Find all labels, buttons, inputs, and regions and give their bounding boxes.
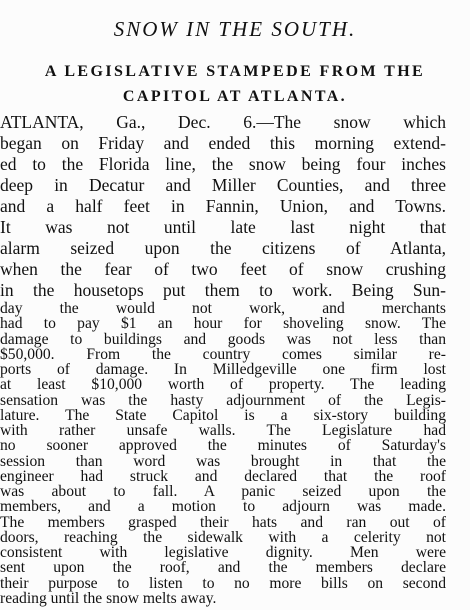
article-body-line: ATLANTA, Ga., Dec. 6.—The snow which — [0, 112, 446, 132]
article-body-line: It was not until late last night that — [0, 217, 446, 237]
article-body-line: reading until the snow melts away. — [0, 590, 217, 607]
article-body-line: with rather unsafe walls. The Legislature had — [0, 422, 446, 439]
article-body-line: began on Friday and ended this morning extend- — [0, 133, 446, 153]
article-subheadline-line-1: A LEGISLATIVE STAMPEDE FROM THE — [44, 63, 426, 80]
article-body-line: The members grasped their hats and ran out of — [0, 514, 446, 531]
article-body-line: was about to fall. A panic seized upon the — [0, 483, 446, 500]
article-body-line: and a half feet in Fannin, Union, and Towns. — [0, 196, 446, 216]
article-body-line: members, and a motion to adjourn was made. — [0, 498, 446, 515]
article-headline: SNOW IN THE SOUTH. — [113, 17, 357, 41]
article-body-line: had to pay $1 an hour for shoveling snow. The — [0, 315, 446, 332]
article-body-line: when the fear of two feet of snow crushing — [0, 259, 446, 279]
article-body-line: at least $10,000 worth of property. The leading — [0, 376, 446, 393]
article-body-line: their purpose to listen to no more bills on second — [0, 575, 446, 592]
article-body-line: deep in Decatur and Miller Counties, and three — [0, 175, 446, 195]
article-body-line: ports of damage. In Milledgeville one firm lost — [0, 361, 446, 378]
article-body-line: in the housetops put them to work. Being Sun- — [0, 280, 446, 300]
article-body-line: consistent with legislative dignity. Men were — [0, 544, 446, 561]
article-body-line: sensation was the hasty adjournment of the Legis- — [0, 392, 446, 409]
article-body-line: $50,000. From the country comes similar re- — [0, 346, 446, 363]
article-body-line: engineer had struck and declared that the roof — [0, 468, 446, 485]
article-body-line: session than word was brought in that the — [0, 453, 446, 470]
article-body-line: lature. The State Capitol is a six-story building — [0, 407, 446, 424]
article-body-line: damage to buildings and goods was not less than — [0, 331, 446, 348]
article-subheadline-line-2: CAPITOL AT ATLANTA. — [122, 88, 348, 105]
article-body-line: no sooner approved the minutes of Saturday's — [0, 437, 446, 454]
article-body-line: alarm seized upon the citizens of Atlanta, — [0, 238, 446, 258]
article-body-line: day the would not work, and merchants — [0, 300, 446, 317]
article-body-line: ed to the Florida line, the snow being four inches — [0, 154, 446, 174]
article-body-line: sent upon the roof, and the members declare — [0, 559, 446, 576]
article-body-line: doors, reaching the sidewalk with a celerity not — [0, 529, 446, 546]
